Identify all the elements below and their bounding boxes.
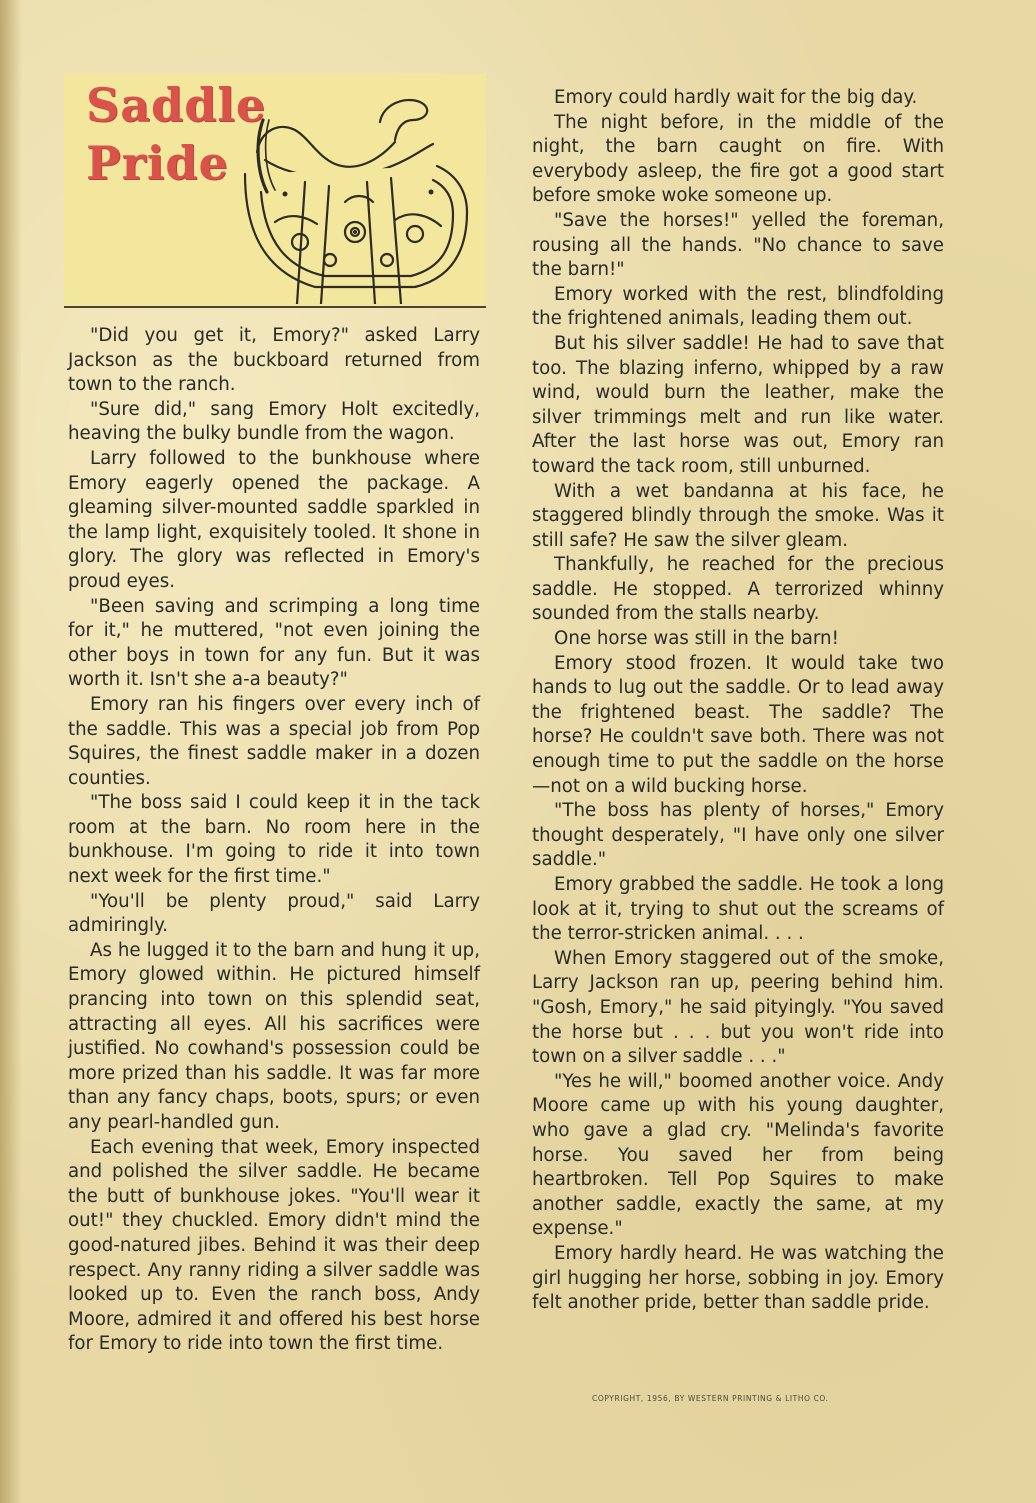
paragraph: Emory could hardly wait for the big day. xyxy=(554,87,918,108)
title-line-2: Pride xyxy=(86,136,229,190)
paragraph: Emory worked with the rest, blindfolding the frightened animals, leading them out. xyxy=(532,283,944,330)
paragraph: "Save the horses!" yelled the foreman, rousing all the hands. "No chance to save the barn!" xyxy=(532,209,944,281)
paragraph: "Yes he will," boomed another voice. Andy Moore came up with his young daughter, who gave a glad cry. "Melinda's favorite horse. You saved her from being heartbroken. Tell Pop Squires to make another saddle, exactly the same, at my expense." xyxy=(532,1070,944,1240)
paragraph: One horse was still in the barn! xyxy=(554,628,839,650)
paragraph: Emory hardly heard. He was watching the girl hugging her horse, sobbing in joy. Emory felt another pride, better than saddle pride. xyxy=(532,1242,944,1314)
paragraph: As he lugged it to the barn and hung it up, Emory glowed within. He pictured himself prancing into town on this splendid seat, attracting all eyes. All his sacrifices were justified. No cowhand's possession could be more prized than his saddle. It was far more than any fancy chaps, boots, spurs; or even any pearl-handled gun. xyxy=(68,939,480,1133)
paragraph: "The boss said I could keep it in the tack room at the barn. No room here in the bunkhouse. I'm going to ride it into town next week for the first time." xyxy=(68,792,480,888)
paragraph: Emory ran his fingers over every inch of the saddle. This was a special job from Pop Squires, the finest saddle maker in a dozen counties. xyxy=(68,693,480,789)
left-text-column xyxy=(68,324,480,1357)
right-text-column xyxy=(532,86,944,1316)
paragraph: With a wet bandanna at his face, he staggered blindly through the smoke. Was it still safe? He saw the silver gleam. xyxy=(532,480,944,551)
page-spine-shadow xyxy=(0,0,22,1503)
paragraph: "Been saving and scrimping a long time for it," he muttered, "not even joining the other boys in town for any fun. But it was worth it. Isn't she a-a beauty?" xyxy=(68,595,480,691)
paragraph: But his silver saddle! He had to save that too. The blazing inferno, whipped by a raw wind, would burn the leather, make the silver trimmings melt and run like water. After the last horse was out, Emory ran toward the tack room, still unburned. xyxy=(532,332,944,477)
paragraph: Larry followed to the bunkhouse where Emory eagerly opened the package. A gleaming silver-mounted saddle sparkled in the lamp light, exquisitely tooled. It shone in glory. The glory was reflected in Emory's proud eyes. xyxy=(68,447,480,592)
paragraph: When Emory staggered out of the smoke, Larry Jackson ran up, peering behind him. "Gosh, Emory," he said pityingly. "You saved the horse but . . . but you won't ride into town on a silver saddle . . ." xyxy=(532,947,944,1068)
story-title xyxy=(86,78,266,190)
copyright-notice: COPYRIGHT, 1956, BY WESTERN PRINTING & LITHO CO. xyxy=(592,1394,829,1403)
paragraph: Emory grabbed the saddle. He took a long look at it, trying to shut out the screams of the terror-stricken animal. . . . xyxy=(532,874,944,945)
title-line-1: Saddle xyxy=(86,78,267,132)
paragraph: Emory stood frozen. It would take two hands to lug out the saddle. Or to lead away the frightened beast. The saddle? The horse? He couldn't save both. There was not enough time to put the saddle on the horse—not on a wild bucking horse. xyxy=(532,652,944,797)
paragraph: Each evening that week, Emory inspected and polished the silver saddle. He became the butt of bunkhouse jokes. "You'll wear it out!" they chuckled. Emory didn't mind the good-natured jibes. Behind it was their deep respect. Any ranny riding a silver saddle was looked up to. Even the ranch boss, Andy Moore, admired it and offered his best horse for Emory to ride into town the first time. xyxy=(68,1136,480,1355)
paragraph: "Sure did," sang Emory Holt excitedly, heaving the bulky bundle from the wagon. xyxy=(68,398,480,445)
paragraph: The night before, in the middle of the night, the barn caught on fire. With everybody asleep, the fire got a good start before smoke woke someone up. xyxy=(532,111,944,207)
paragraph: "The boss has plenty of horses," Emory thought desperately, "I have only one silver saddle." xyxy=(532,800,944,871)
paragraph: "Did you get it, Emory?" asked Larry Jackson as the buckboard returned from town to the ranch. xyxy=(68,325,480,396)
paragraph: "You'll be plenty proud," said Larry admiringly. xyxy=(68,890,480,937)
paragraph: Thankfully, he reached for the precious saddle. He stopped. A terrorized whinny sounded from the stalls nearby. xyxy=(532,554,944,625)
